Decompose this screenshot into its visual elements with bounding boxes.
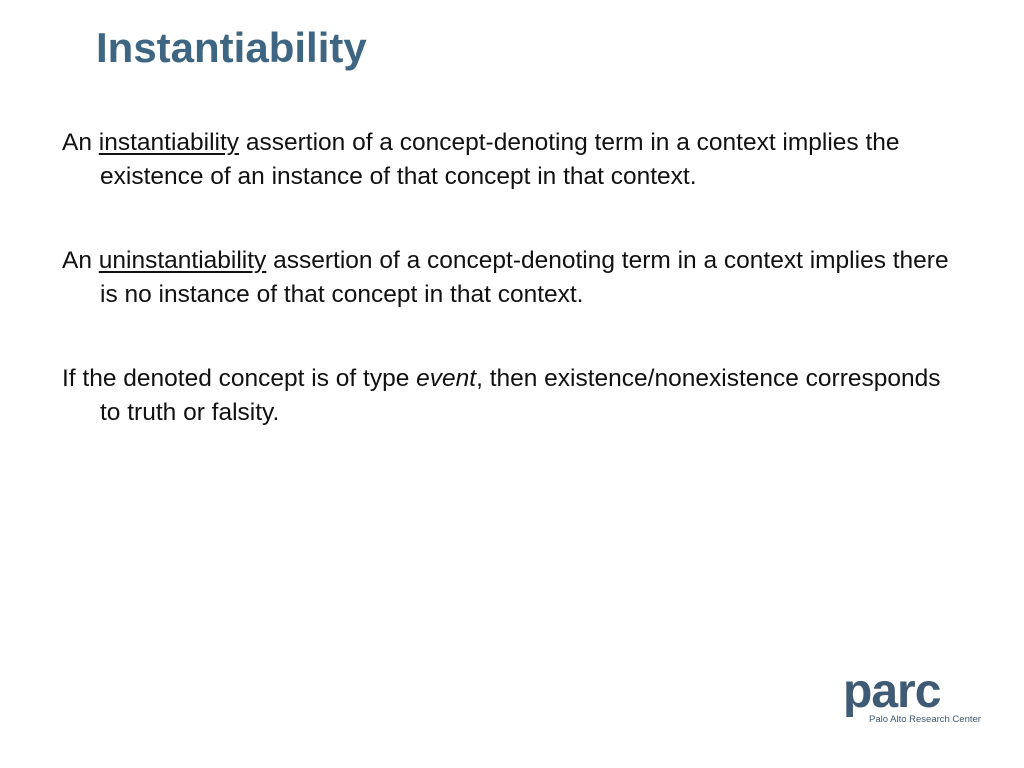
paragraph-uninstantiability — [62, 244, 962, 312]
slide-title: Instantiability — [96, 24, 367, 71]
paragraph-3-lead: If the denoted concept is of type — [62, 365, 417, 392]
parc-tagline: Palo Alto Research Center — [869, 714, 981, 725]
paragraph-2-rest: assertion of a concept-denoting term in a context implies there is no instance of that concept in that context. — [100, 247, 949, 308]
paragraph-1-rest: assertion of a concept-denoting term in a context implies the existence of an instance of that concept in that context. — [100, 129, 900, 190]
term-event: event — [416, 365, 477, 392]
paragraph-3-rest: , then existence/nonexistence corresponds to truth or falsity. — [100, 365, 941, 426]
term-instantiability: instantiability — [98, 129, 240, 156]
paragraph-1-lead: An — [62, 129, 99, 156]
paragraph-instantiability — [62, 126, 962, 194]
paragraph-2-lead: An — [62, 247, 99, 274]
parc-wordmark: parc — [843, 665, 941, 718]
paragraph-event-type — [62, 362, 962, 430]
slide-body — [62, 126, 962, 480]
parc-logo — [843, 665, 983, 728]
term-uninstantiability: uninstantiability — [98, 247, 267, 274]
